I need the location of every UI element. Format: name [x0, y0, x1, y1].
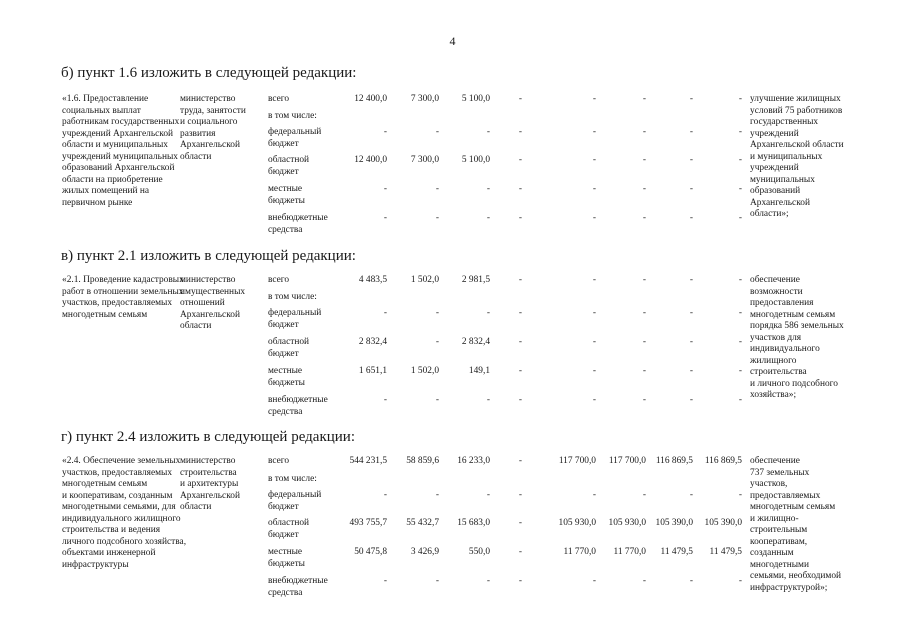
value-cell: 493 755,7 [349, 518, 387, 528]
value-cell: 11 479,5 [709, 547, 742, 557]
value-cell: - [435, 308, 439, 318]
value-cell: 117 700,0 [608, 456, 646, 466]
expected-result-line: учреждений [750, 128, 799, 139]
value-cell: - [592, 127, 596, 137]
value-cell: - [486, 308, 490, 318]
value-cell: - [383, 576, 387, 586]
value-cell: 55 432,7 [406, 518, 439, 528]
value-cell: - [738, 275, 742, 285]
expected-result-line: кооперативам, [750, 536, 808, 547]
item-title-line: объектами инженерной [62, 548, 156, 558]
expected-result-line: жилищного [750, 355, 797, 366]
expected-result-line: и муниципальных [750, 151, 823, 162]
value-cell: - [689, 337, 693, 347]
value-cell: 2 832,4 [358, 337, 387, 347]
value-cell: - [642, 395, 646, 405]
item-title-line: области на приобретение [62, 174, 163, 185]
expected-result-line: муниципальных [750, 174, 815, 185]
value-cell: - [689, 275, 693, 285]
expected-result-line: и жилищно- [750, 513, 799, 524]
value-cell: - [642, 366, 646, 376]
value-cell: - [435, 576, 439, 586]
value-cell: - [592, 337, 596, 347]
item-title-line: многодетным семьям [62, 479, 148, 489]
value-cell: 2 981,5 [461, 275, 490, 285]
value-cell: - [518, 490, 522, 500]
row-label: всего [268, 94, 290, 104]
value-cell: - [738, 127, 742, 137]
value-cell: - [592, 275, 596, 285]
value-cell: - [592, 213, 596, 223]
value-cell: - [738, 337, 742, 347]
expected-result-line: участков, [750, 479, 788, 489]
row-label: внебюджетные [268, 395, 328, 405]
expected-result-line: предоставляемых [750, 490, 821, 501]
value-cell: - [592, 576, 596, 586]
expected-result-line: строительства [750, 367, 807, 377]
value-cell: - [642, 576, 646, 586]
value-cell: - [383, 213, 387, 223]
executor: министерство [180, 275, 236, 285]
value-cell: - [738, 94, 742, 104]
value-cell: - [518, 456, 522, 466]
value-cell: 50 475,8 [354, 547, 387, 557]
value-cell: - [689, 366, 693, 376]
section-heading-b: б) пункт 1.6 изложить в следующей редакции: [61, 65, 357, 81]
value-cell: 116 869,5 [704, 456, 742, 466]
executor: министерство [180, 94, 236, 104]
row-label: бюджет [268, 166, 299, 177]
value-cell: 544 231,5 [349, 456, 387, 466]
value-cell: - [592, 184, 596, 194]
value-cell: - [518, 155, 522, 165]
item-title-line: участков, предоставляемых [62, 298, 173, 308]
executor-line: развития [180, 128, 216, 139]
expected-result-line: участков для [750, 332, 802, 343]
expected-result-line: и личного подсобного [750, 378, 838, 389]
expected-result-line: многодетными [750, 559, 809, 570]
executor-line: Архангельской [180, 140, 240, 150]
row-label: в том числе: [268, 292, 317, 302]
value-cell: 105 390,0 [704, 518, 742, 528]
value-cell: 12 400,0 [354, 155, 387, 165]
expected-result-line: Архангельской области [750, 140, 844, 150]
page-number: 4 [449, 34, 456, 48]
value-cell: - [518, 94, 522, 104]
row-label: областной [268, 337, 310, 347]
value-cell: 11 479,5 [660, 547, 693, 557]
value-cell: - [738, 490, 742, 500]
item-title-line: образований Архангельской [62, 163, 175, 173]
value-cell: - [592, 308, 596, 318]
row-label: внебюджетные [268, 213, 328, 223]
expected-result-line: созданным [750, 548, 794, 558]
item-title-line: строительства и ведения [62, 525, 161, 535]
item-title: «2.4. Обеспечение земельных [62, 456, 181, 466]
item-title-line: многодетными семьями, для [62, 502, 176, 512]
value-cell: 5 100,0 [461, 155, 490, 165]
expected-result-line: хозяйства»; [750, 390, 797, 400]
value-cell: - [435, 490, 439, 500]
executor-line: имущественных [180, 286, 246, 297]
item-title-line: работ в отношении земельных [62, 286, 184, 297]
value-cell: - [642, 94, 646, 104]
value-cell: 7 300,0 [410, 94, 439, 104]
value-cell: 11 770,0 [563, 547, 596, 557]
value-cell: - [738, 576, 742, 586]
expected-result-line: условий 75 работников [750, 105, 843, 116]
expected-result-line: порядка 586 земельных [750, 321, 844, 331]
value-cell: 149,1 [468, 366, 490, 376]
value-cell: - [435, 213, 439, 223]
expected-result-line: области»; [750, 209, 789, 219]
value-cell: 15 683,0 [457, 518, 490, 528]
value-cell: 105 390,0 [655, 518, 693, 528]
value-cell: - [518, 395, 522, 405]
value-cell: - [738, 395, 742, 405]
value-cell: 58 859,6 [406, 456, 439, 466]
value-cell: 16 233,0 [457, 456, 490, 466]
value-cell: - [689, 576, 693, 586]
value-cell: - [486, 490, 490, 500]
expected-result: обеспечение [750, 275, 800, 285]
value-cell: - [642, 308, 646, 318]
expected-result-line: государственных [750, 117, 819, 127]
value-cell: - [435, 337, 439, 347]
value-cell: - [738, 155, 742, 165]
section-heading-v: в) пункт 2.1 изложить в следующей редакции: [61, 248, 356, 264]
value-cell: 116 869,5 [655, 456, 693, 466]
item-title-line: учреждений Архангельской [62, 128, 174, 139]
row-label: бюджеты [268, 377, 305, 388]
expected-result: улучшение жилищных [750, 94, 841, 104]
value-cell: - [689, 213, 693, 223]
row-label: бюджет [268, 319, 299, 330]
value-cell: - [592, 155, 596, 165]
row-label: в том числе: [268, 474, 317, 484]
value-cell: - [689, 395, 693, 405]
executor-line: области [180, 502, 212, 512]
row-label: средства [268, 224, 303, 235]
row-label: бюджеты [268, 195, 305, 206]
value-cell: - [642, 127, 646, 137]
item-title: «1.6. Предоставление [62, 94, 149, 104]
row-label: всего [268, 275, 290, 285]
value-cell: 105 930,0 [558, 518, 596, 528]
row-label: в том числе: [268, 111, 317, 121]
value-cell: - [689, 155, 693, 165]
expected-result-line: строительным [750, 525, 808, 535]
value-cell: - [383, 308, 387, 318]
expected-result-line: образований [750, 186, 801, 196]
value-cell: - [518, 366, 522, 376]
value-cell: - [486, 576, 490, 586]
value-cell: - [383, 127, 387, 137]
executor-line: отношений [180, 298, 225, 308]
executor-line: Архангельской [180, 490, 240, 501]
value-cell: 7 300,0 [410, 155, 439, 165]
value-cell: - [435, 395, 439, 405]
row-label: областной [268, 518, 310, 528]
expected-result-line: 737 земельных [750, 467, 810, 478]
value-cell: - [642, 213, 646, 223]
value-cell: - [592, 395, 596, 405]
value-cell: 3 426,9 [410, 547, 439, 557]
item-title: «2.1. Проведение кадастровых [62, 275, 184, 285]
value-cell: 12 400,0 [354, 94, 387, 104]
row-label: средства [268, 587, 303, 598]
item-title-line: и кооперативам, созданным [62, 490, 173, 501]
executor-line: Архангельской [180, 309, 240, 320]
expected-result-line: индивидуального [750, 344, 820, 354]
expected-result-line: многодетным семьям [750, 309, 836, 320]
row-label: местные [268, 184, 303, 194]
row-label: бюджет [268, 138, 299, 149]
section-heading-g: г) пункт 2.4 изложить в следующей редакции: [61, 429, 355, 445]
value-cell: - [486, 213, 490, 223]
item-title-line: личного подсобного хозяйства, [62, 536, 187, 547]
value-cell: - [592, 490, 596, 500]
value-cell: - [486, 395, 490, 405]
value-cell: 4 483,5 [358, 275, 387, 285]
expected-result: обеспечение [750, 456, 800, 466]
value-cell: - [592, 94, 596, 104]
row-label: всего [268, 456, 290, 466]
expected-result-line: возможности [750, 286, 803, 297]
item-title-line: многодетным семьям [62, 309, 148, 320]
value-cell: - [518, 275, 522, 285]
value-cell: - [738, 213, 742, 223]
row-label: местные [268, 547, 303, 557]
value-cell: - [592, 366, 596, 376]
value-cell: 11 770,0 [613, 547, 646, 557]
value-cell: - [518, 576, 522, 586]
item-title-line: жилых помещений на [62, 186, 150, 196]
value-cell: - [642, 184, 646, 194]
executor-line: и архитектуры [180, 479, 239, 489]
expected-result-line: Архангельской [750, 197, 810, 208]
value-cell: - [518, 308, 522, 318]
value-cell: 1 502,0 [410, 366, 439, 376]
value-cell: - [486, 184, 490, 194]
value-cell: - [689, 127, 693, 137]
item-title-line: первичном рынке [62, 197, 133, 208]
value-cell: - [518, 547, 522, 557]
value-cell: - [383, 184, 387, 194]
expected-result-line: предоставления [750, 298, 814, 308]
value-cell: 550,0 [468, 547, 490, 557]
item-title-line: области и муниципальных [62, 140, 168, 150]
row-label: бюджет [268, 529, 299, 540]
value-cell: 2 832,4 [461, 337, 490, 347]
executor-line: строительства [180, 467, 237, 478]
value-cell: - [642, 155, 646, 165]
value-cell: - [689, 94, 693, 104]
value-cell: 105 930,0 [608, 518, 646, 528]
value-cell: - [689, 308, 693, 318]
row-label: областной [268, 155, 310, 165]
row-label: бюджеты [268, 558, 305, 569]
value-cell: - [435, 184, 439, 194]
value-cell: - [486, 127, 490, 137]
expected-result-line: учреждений [750, 163, 799, 173]
item-title-line: социальных выплат [62, 105, 141, 116]
value-cell: 1 651,1 [358, 366, 387, 376]
value-cell: 1 502,0 [410, 275, 439, 285]
value-cell: - [518, 337, 522, 347]
expected-result-line: семьями, необходимой [750, 571, 842, 581]
executor-line: области [180, 321, 212, 331]
item-title-line: участков, предоставляемых [62, 467, 173, 478]
expected-result-line: многодетным семьям [750, 502, 836, 512]
item-title-line: работникам государственных [62, 117, 180, 127]
row-label: средства [268, 406, 303, 417]
executor-line: труда, занятости [180, 105, 246, 116]
row-label: внебюджетные [268, 576, 328, 586]
value-cell: - [518, 518, 522, 528]
row-label: бюджет [268, 501, 299, 512]
value-cell: - [383, 490, 387, 500]
value-cell: - [642, 490, 646, 500]
value-cell: - [738, 184, 742, 194]
item-title-line: инфраструктуры [62, 559, 129, 570]
value-cell: - [738, 366, 742, 376]
value-cell: - [642, 337, 646, 347]
row-label: местные [268, 366, 303, 376]
row-label: бюджет [268, 348, 299, 359]
value-cell: - [518, 127, 522, 137]
value-cell: - [738, 308, 742, 318]
value-cell: - [689, 184, 693, 194]
expected-result-line: инфраструктурой»; [750, 582, 828, 593]
value-cell: - [383, 395, 387, 405]
executor-line: и социального [180, 117, 238, 127]
value-cell: - [689, 490, 693, 500]
value-cell: - [642, 275, 646, 285]
value-cell: 117 700,0 [558, 456, 596, 466]
value-cell: 5 100,0 [461, 94, 490, 104]
item-title-line: индивидуального жилищного [62, 513, 181, 524]
row-label: федеральный [268, 308, 322, 318]
item-title-line: учреждений муниципальных [62, 151, 178, 162]
row-label: федеральный [268, 127, 322, 137]
row-label: федеральный [268, 490, 322, 500]
executor-line: области [180, 151, 212, 162]
executor: министерство [180, 456, 236, 466]
value-cell: - [435, 127, 439, 137]
value-cell: - [518, 184, 522, 194]
value-cell: - [518, 213, 522, 223]
